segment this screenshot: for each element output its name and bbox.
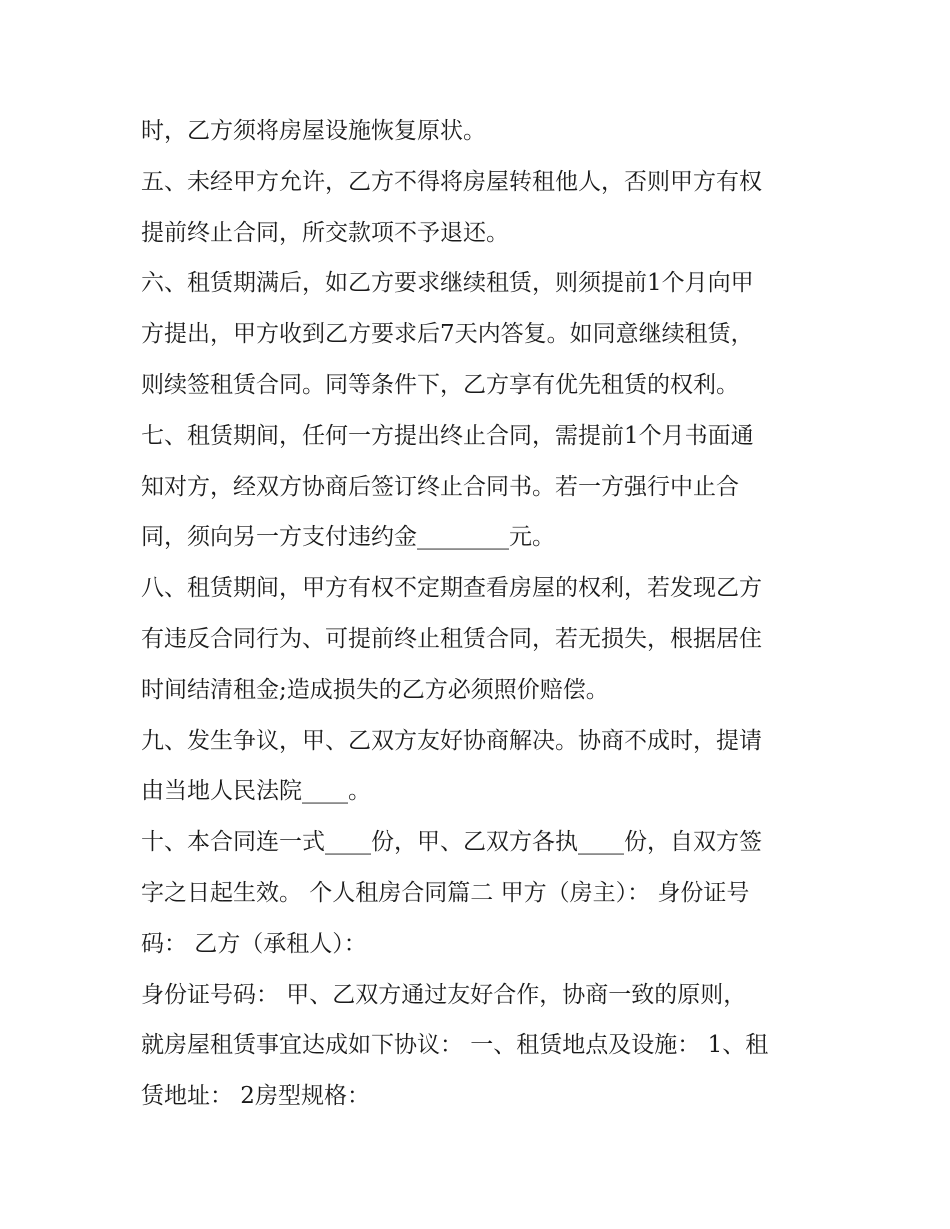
text-line: 有违反合同行为、可提前终止租赁合同，若无损失，根据居住 — [141, 625, 762, 652]
text-line: 赁地址： 2房型规格： — [141, 1083, 370, 1110]
text-line: 知对方，经双方协商后签订终止合同书。若一方强行中止合 — [141, 473, 739, 500]
text-line: 同，须向另一方支付违约金________元。 — [141, 524, 555, 551]
text-line: 由当地人民法院____。 — [141, 778, 371, 805]
text-line: 六、租赁期满后，如乙方要求继续租赁，则须提前1个月向甲 — [141, 270, 754, 297]
text-line: 方提出，甲方收到乙方要求后7天内答复。如同意继续租赁， — [141, 321, 754, 348]
text-line: 五、未经甲方允许，乙方不得将房屋转租他人，否则甲方有权 — [141, 168, 762, 195]
text-line: 九、发生争议，甲、乙双方友好协商解决。协商不成时，提请 — [141, 727, 762, 754]
contract-body-text — [141, 106, 821, 1122]
text-line: 八、租赁期间，甲方有权不定期查看房屋的权利，若发现乙方 — [141, 575, 762, 602]
text-line: 时间结清租金;造成损失的乙方必须照价赔偿。 — [141, 676, 609, 703]
text-line: 十、本合同连一式____份，甲、乙双方各执____份，自双方签 — [141, 829, 762, 856]
text-line: 字之日起生效。 个人租房合同篇二 甲方（房主）： 身份证号 — [141, 879, 750, 906]
text-line: 提前终止合同，所交款项不予退还。 — [141, 219, 509, 246]
text-line: 就房屋租赁事宜达成如下协议： 一、租赁地点及设施： 1、租 — [141, 1032, 769, 1059]
text-line: 七、租赁期间，任何一方提出终止合同，需提前1个月书面通 — [141, 422, 754, 449]
text-line: 身份证号码： 甲、乙双方通过友好合作，协商一致的原则， — [141, 981, 747, 1008]
text-line: 码： 乙方（承租人）： — [141, 930, 367, 957]
text-line: 则续签租赁合同。同等条件下，乙方享有优先租赁的权利。 — [141, 371, 739, 398]
text-line: 时，乙方须将房屋设施恢复原状。 — [141, 118, 486, 144]
